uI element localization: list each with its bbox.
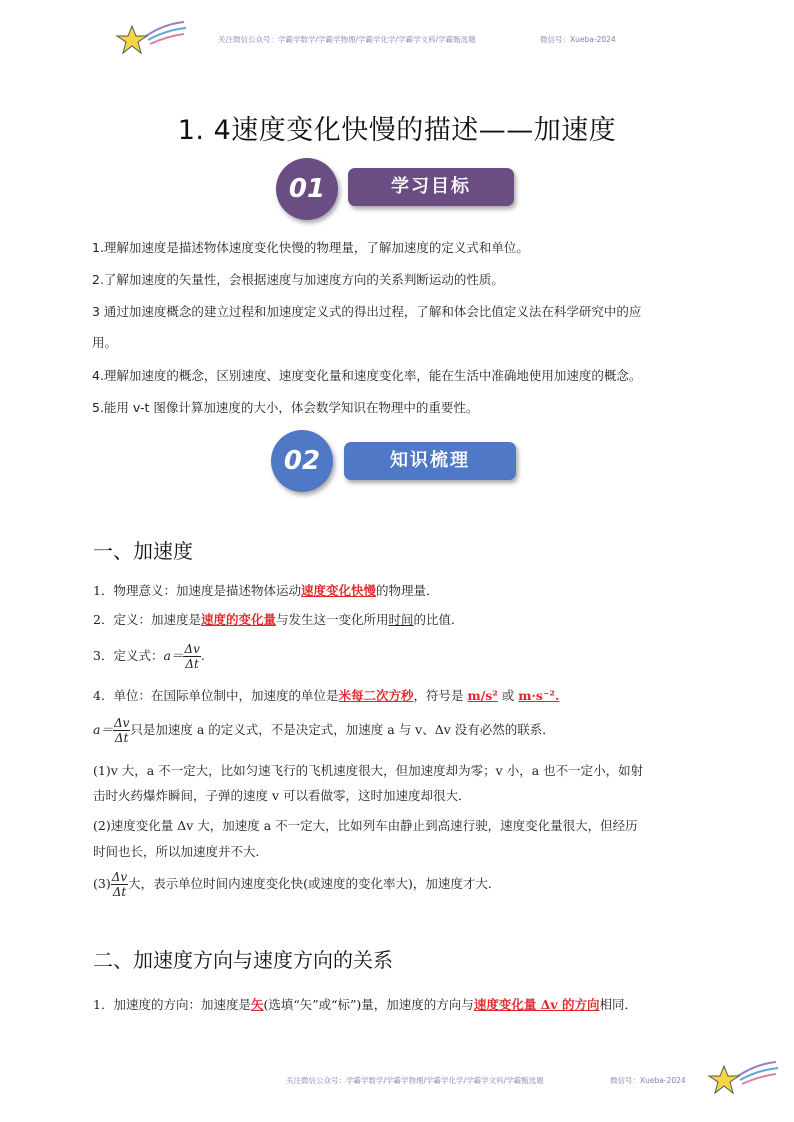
section-1-number: 01: [276, 158, 338, 220]
heading-direction: 二、加速度方向与速度方向的关系: [93, 948, 393, 972]
para-case-2-line-1: (2)速度变化量 Δv 大，加速度 a 不一定大，比如列车由静止到高速行驶，速度变化量很大，但经历: [93, 818, 638, 833]
para-physical-meaning: 1．物理意义：加速度是描述物体运动速度变化快慢的物理量．: [93, 583, 439, 598]
header-text: 关注微信公众号：学霸学数学/学霸学物理/学霸学化学/学霸学文科/学霸甄选题: [218, 35, 476, 44]
star-logo-icon: [706, 1058, 784, 1100]
para-formula: 3．定义式：a＝ $\frac{\Delta v}{\Delta t}$ .: [93, 642, 205, 671]
header-wechat: 微信号：Xueba-2024: [540, 35, 616, 44]
para-direction: 1．加速度的方向：加速度是矢(选填“矢”或“标”)量，加速度的方向与速度变化量 Δv 的方向相同．: [93, 997, 637, 1012]
para-case-2-line-2: 时间也长，所以加速度并不大．: [93, 844, 269, 859]
star-logo-icon: [112, 18, 192, 60]
page-title: 1. 4速度变化快慢的描述——加速度: [177, 115, 617, 146]
header-logo: [112, 18, 192, 60]
objective-2: 2.了解加速度的矢量性，会根据速度与加速度方向的关系判断运动的性质。: [92, 272, 504, 287]
heading-acceleration: 一、加速度: [93, 539, 193, 563]
objective-1: 1.理解加速度是描述物体速度变化快慢的物理量，了解加速度的定义式和单位。: [92, 240, 529, 255]
para-note-definition: a＝ $\frac{\Delta v}{\Delta t}$ 只是加速度 a 的定义式，不是决定式，加速度 a 与 v、Δv 没有必然的联系．: [93, 716, 555, 745]
footer-text: 关注微信公众号：学霸学数学/学霸学物理/学霸学化学/学霸学文科/学霸甄选题: [286, 1076, 544, 1085]
objective-3: 3 通过加速度概念的建立过程和加速度定义式的得出过程，了解和体会比值定义法在科学研究中的应: [92, 304, 642, 319]
footer-wechat: 微信号：Xueba-2024: [610, 1076, 686, 1085]
section-2-label: 知识梳理: [344, 442, 516, 480]
footer-logo: [706, 1058, 784, 1100]
para-case-3: (3) $\frac{\Delta v}{\Delta t}$ 大，表示单位时间内速度变化快(或速度的变化率大)，加速度才大．: [93, 870, 501, 899]
para-case-1-line-1: (1)v 大，a 不一定大，比如匀速飞行的飞机速度很大，但加速度却为零；v 小，a 也不一定小，如射: [93, 763, 644, 778]
objective-4: 4.理解加速度的概念，区别速度、速度变化量和速度变化率，能在生活中准确地使用加速度的概念。: [92, 368, 642, 383]
fraction-dv-dt: $\frac{\Delta v}{\Delta t}$: [184, 642, 200, 671]
para-definition: 2．定义：加速度是速度的变化量与发生这一变化所用时间的比值．: [93, 612, 464, 627]
section-2-number: 02: [271, 430, 333, 492]
section-1-label: 学习目标: [348, 168, 514, 206]
para-case-1-line-2: 击时火药爆炸瞬间，子弹的速度 v 可以看做零，这时加速度却很大．: [93, 788, 471, 803]
objective-3-cont: 用。: [92, 335, 118, 350]
para-unit: 4．单位：在国际单位制中，加速度的单位是米每二次方秒，符号是 m/s² 或 m·s⁻².: [93, 688, 560, 703]
objective-5: 5.能用 v-t 图像计算加速度的大小，体会数学知识在物理中的重要性。: [92, 400, 479, 415]
